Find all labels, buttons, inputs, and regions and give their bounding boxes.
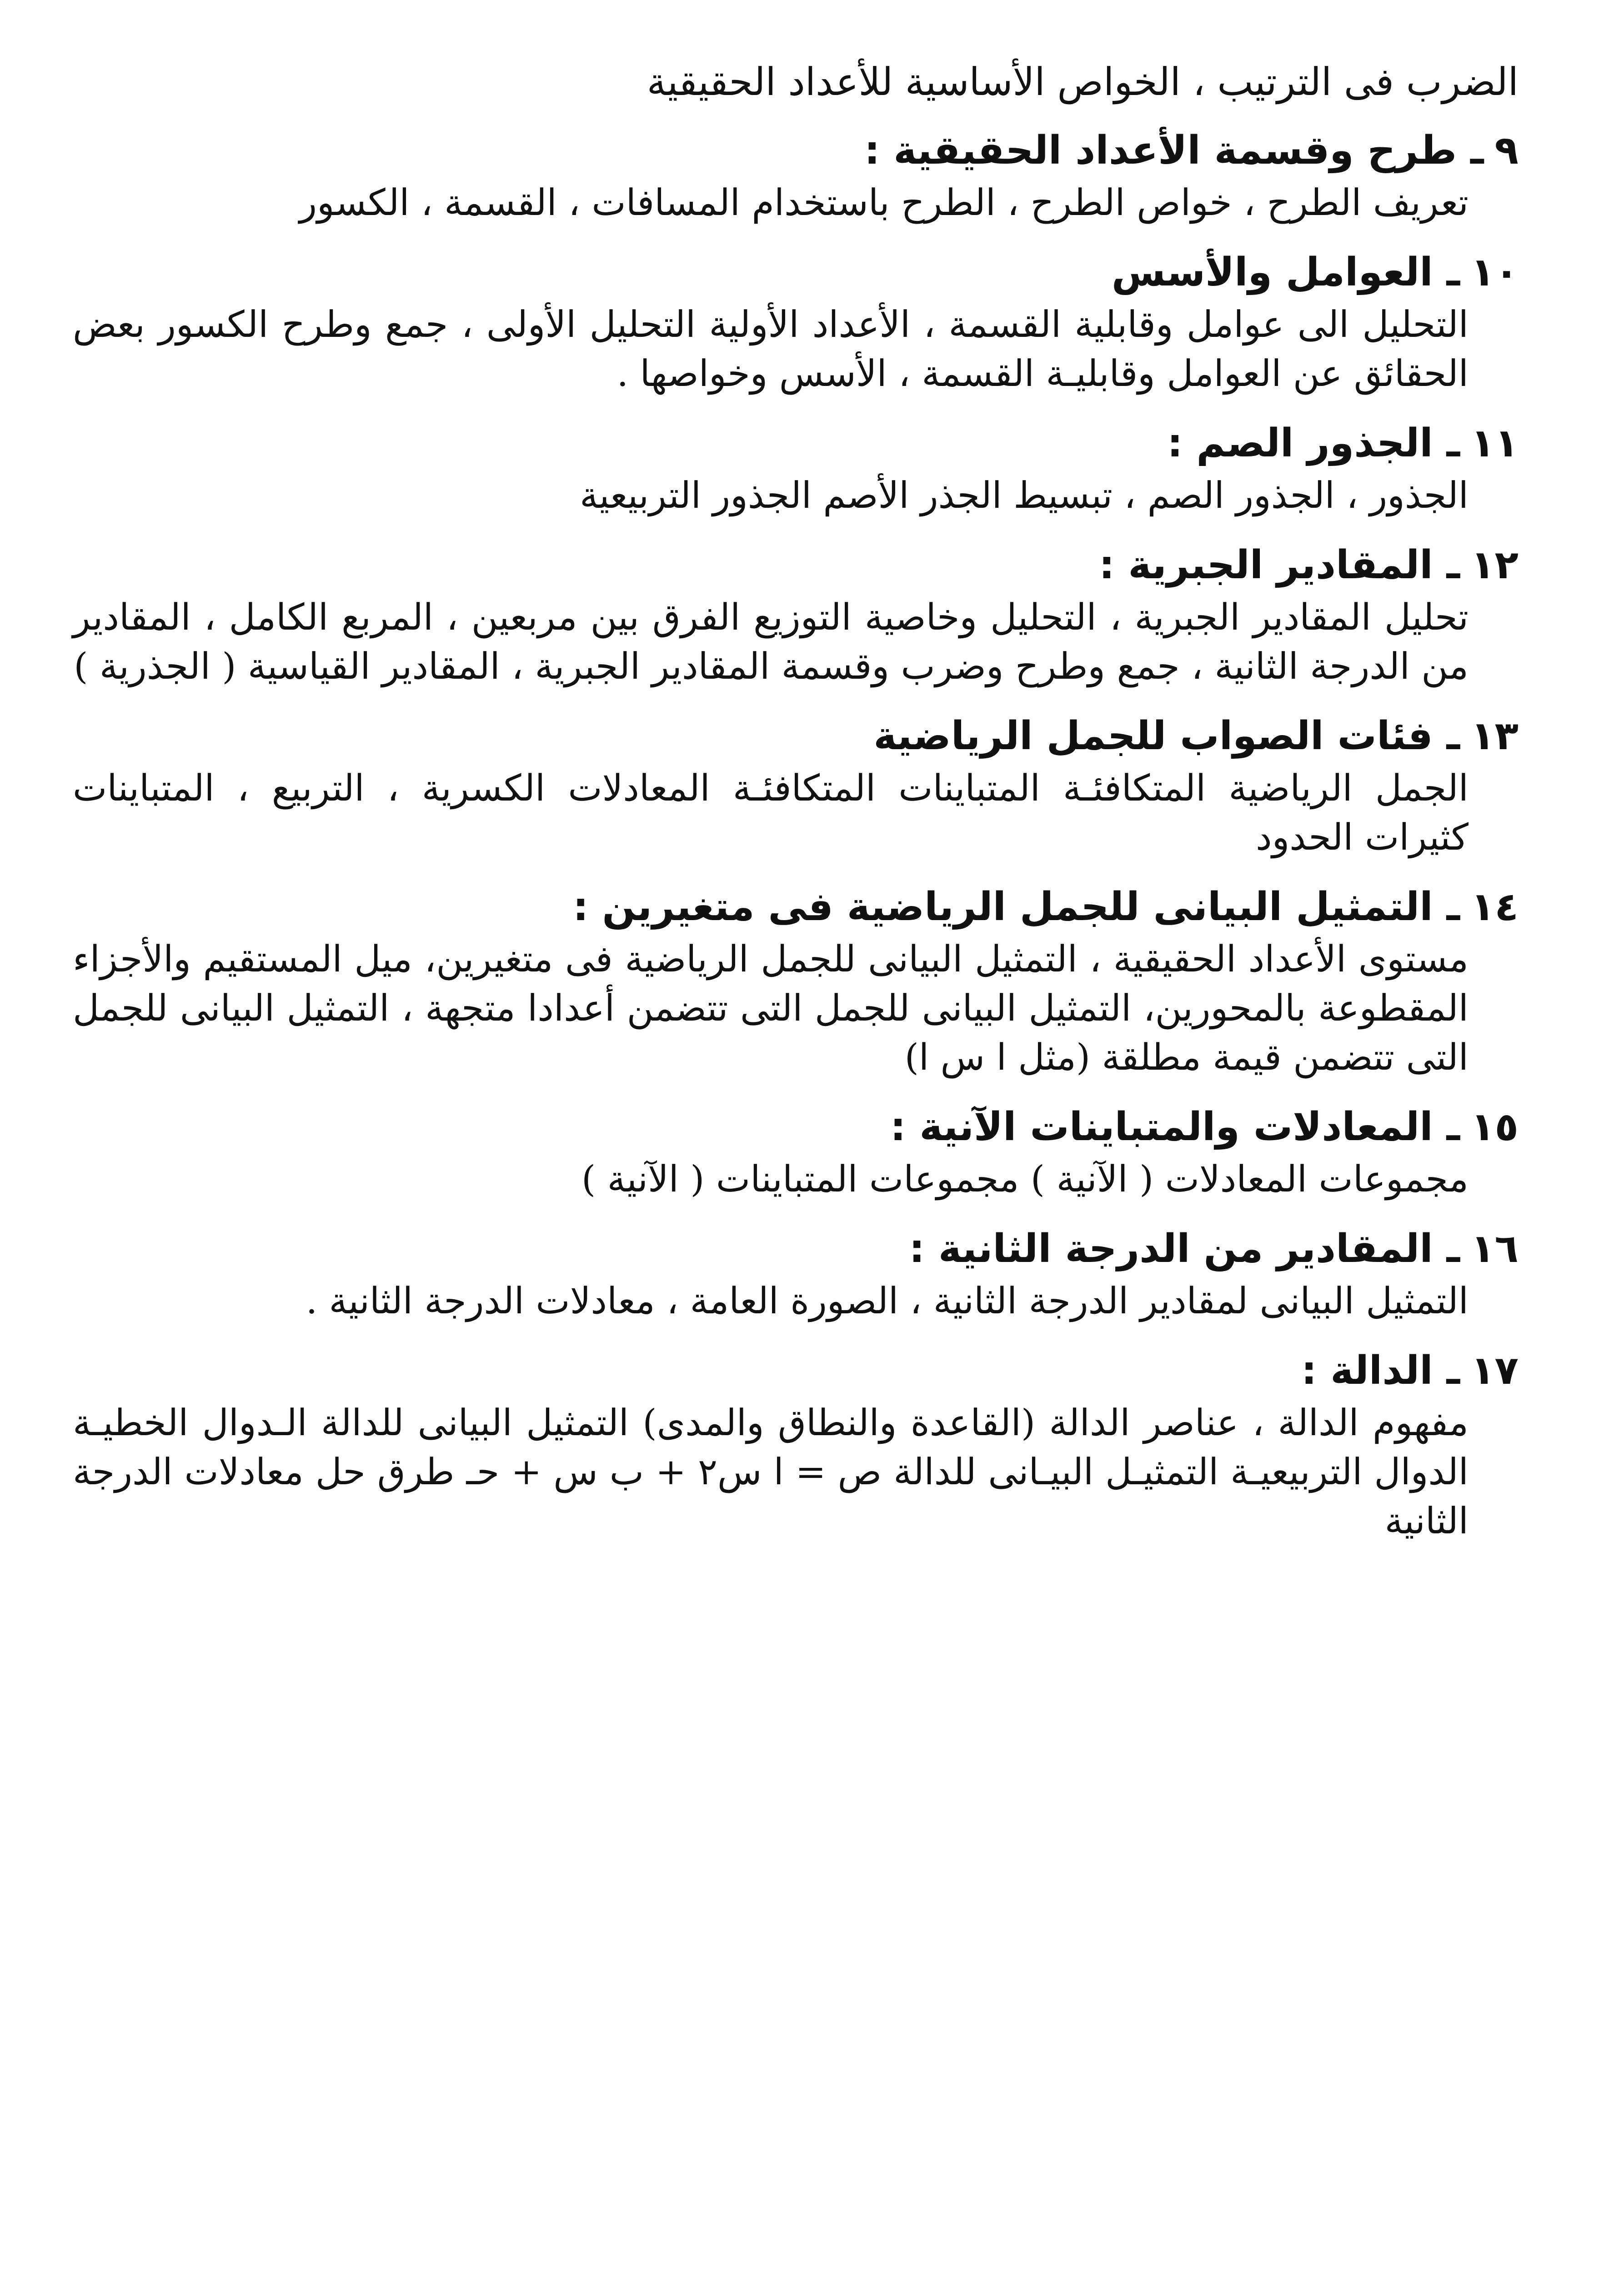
intro-line: الضرب فى الترتيب ، الخواص الأساسية للأعداد الحقيقية xyxy=(647,60,1519,104)
section-13 xyxy=(73,708,1519,862)
section-body: مستوى الأعداد الحقيقية ، التمثيل البيانى للجمل الرياضية فى متغيرين، ميل المستقيم والأجزاء المقطوعة بالمحورين، التمثيل البيانى للجمل التى تتضمن أعدادا متجهة ، التمثيل البيانى للجمل التى تتضمن قيمة مطلقة (مثل ا س ا) xyxy=(73,938,1469,1078)
section-16 xyxy=(73,1221,1519,1326)
section-title: ـ المعادلات والمتباينات الآنية : xyxy=(890,1104,1460,1150)
section-heading xyxy=(73,123,1519,178)
section-number: ١٢ xyxy=(1471,542,1519,588)
section-body: التمثيل البيانى لمقادير الدرجة الثانية ، الصورة العامة ، معادلات الدرجة الثانية . xyxy=(306,1280,1469,1322)
section-body: تعريف الطرح ، خواص الطرح ، الطرح باستخدام المسافات ، القسمة ، الكسور xyxy=(299,181,1469,224)
section-body: الجمل الرياضية المتكافئـة المتباينات المتكافئـة المعادلات الكسرية ، التربيع ، المتباينات كثيرات الحدود xyxy=(73,767,1469,858)
section-body: مفهوم الدالة ، عناصر الدالة (القاعدة والنطاق والمدى) التمثيل البيانى للدالة الـدوال الخطيـة الدوال التربيعيـة التمثيـل البيـانى للدالة ص = ا س٢ + ب س + حـ طرق حل معادلات الدرجة الثانية xyxy=(73,1402,1469,1542)
section-title: ـ العوامل والأسس xyxy=(1111,250,1460,295)
section-number: ٩ xyxy=(1494,128,1519,173)
section-17 xyxy=(73,1343,1519,1546)
section-11 xyxy=(73,416,1519,520)
section-body: مجموعات المعادلات ( الآنية ) مجموعات المتباينات ( الآنية ) xyxy=(581,1158,1469,1200)
section-number: ١٧ xyxy=(1471,1348,1519,1393)
section-9 xyxy=(73,123,1519,227)
document-page xyxy=(73,55,1519,2273)
section-number: ١٣ xyxy=(1471,713,1519,759)
section-title: ـ فئات الصواب للجمل الرياضية xyxy=(873,713,1460,759)
section-number: ١٥ xyxy=(1471,1104,1519,1150)
section-body: التحليل الى عوامل وقابلية القسمة ، الأعداد الأولية التحليل الأولى ، جمع وطرح الكسور بعض الحقائق عن العوامل وقابليـة القسمة ، الأسس وخواصها . xyxy=(73,303,1469,395)
section-body: تحليل المقادير الجبرية ، التحليل وخاصية التوزيع الفرق بين مربعين ، المربع الكامل ، المقادير من الدرجة الثانية ، جمع وطرح وضرب وقسمة المقادير الجبرية ، المقادير القياسية ( الجذرية ) xyxy=(73,596,1469,687)
section-heading xyxy=(73,708,1519,764)
section-title: ـ التمثيل البيانى للجمل الرياضية فى متغيرين : xyxy=(573,884,1460,930)
section-number: ١١ xyxy=(1471,421,1519,466)
section-heading xyxy=(73,1221,1519,1277)
section-title: ـ المقادير الجبرية : xyxy=(1099,542,1460,588)
section-heading xyxy=(73,1099,1519,1155)
section-number: ١٠ xyxy=(1471,250,1519,295)
section-number: ١٤ xyxy=(1471,884,1519,930)
section-heading xyxy=(73,245,1519,300)
section-title: ـ المقادير من الدرجة الثانية : xyxy=(909,1226,1460,1272)
section-heading xyxy=(73,879,1519,935)
section-heading xyxy=(73,537,1519,593)
section-15 xyxy=(73,1099,1519,1204)
section-14 xyxy=(73,879,1519,1082)
section-title: ـ الدالة : xyxy=(1301,1348,1460,1393)
section-number: ١٦ xyxy=(1471,1226,1519,1272)
section-title: ـ طرح وقسمة الأعداد الحقيقية : xyxy=(864,128,1484,173)
section-12 xyxy=(73,537,1519,691)
section-heading xyxy=(73,1343,1519,1398)
section-10 xyxy=(73,245,1519,398)
section-title: ـ الجذور الصم : xyxy=(1167,421,1460,466)
section-heading xyxy=(73,416,1519,471)
section-body: الجذور ، الجذور الصم ، تبسيط الجذر الأصم الجذور التربيعية xyxy=(580,474,1469,516)
